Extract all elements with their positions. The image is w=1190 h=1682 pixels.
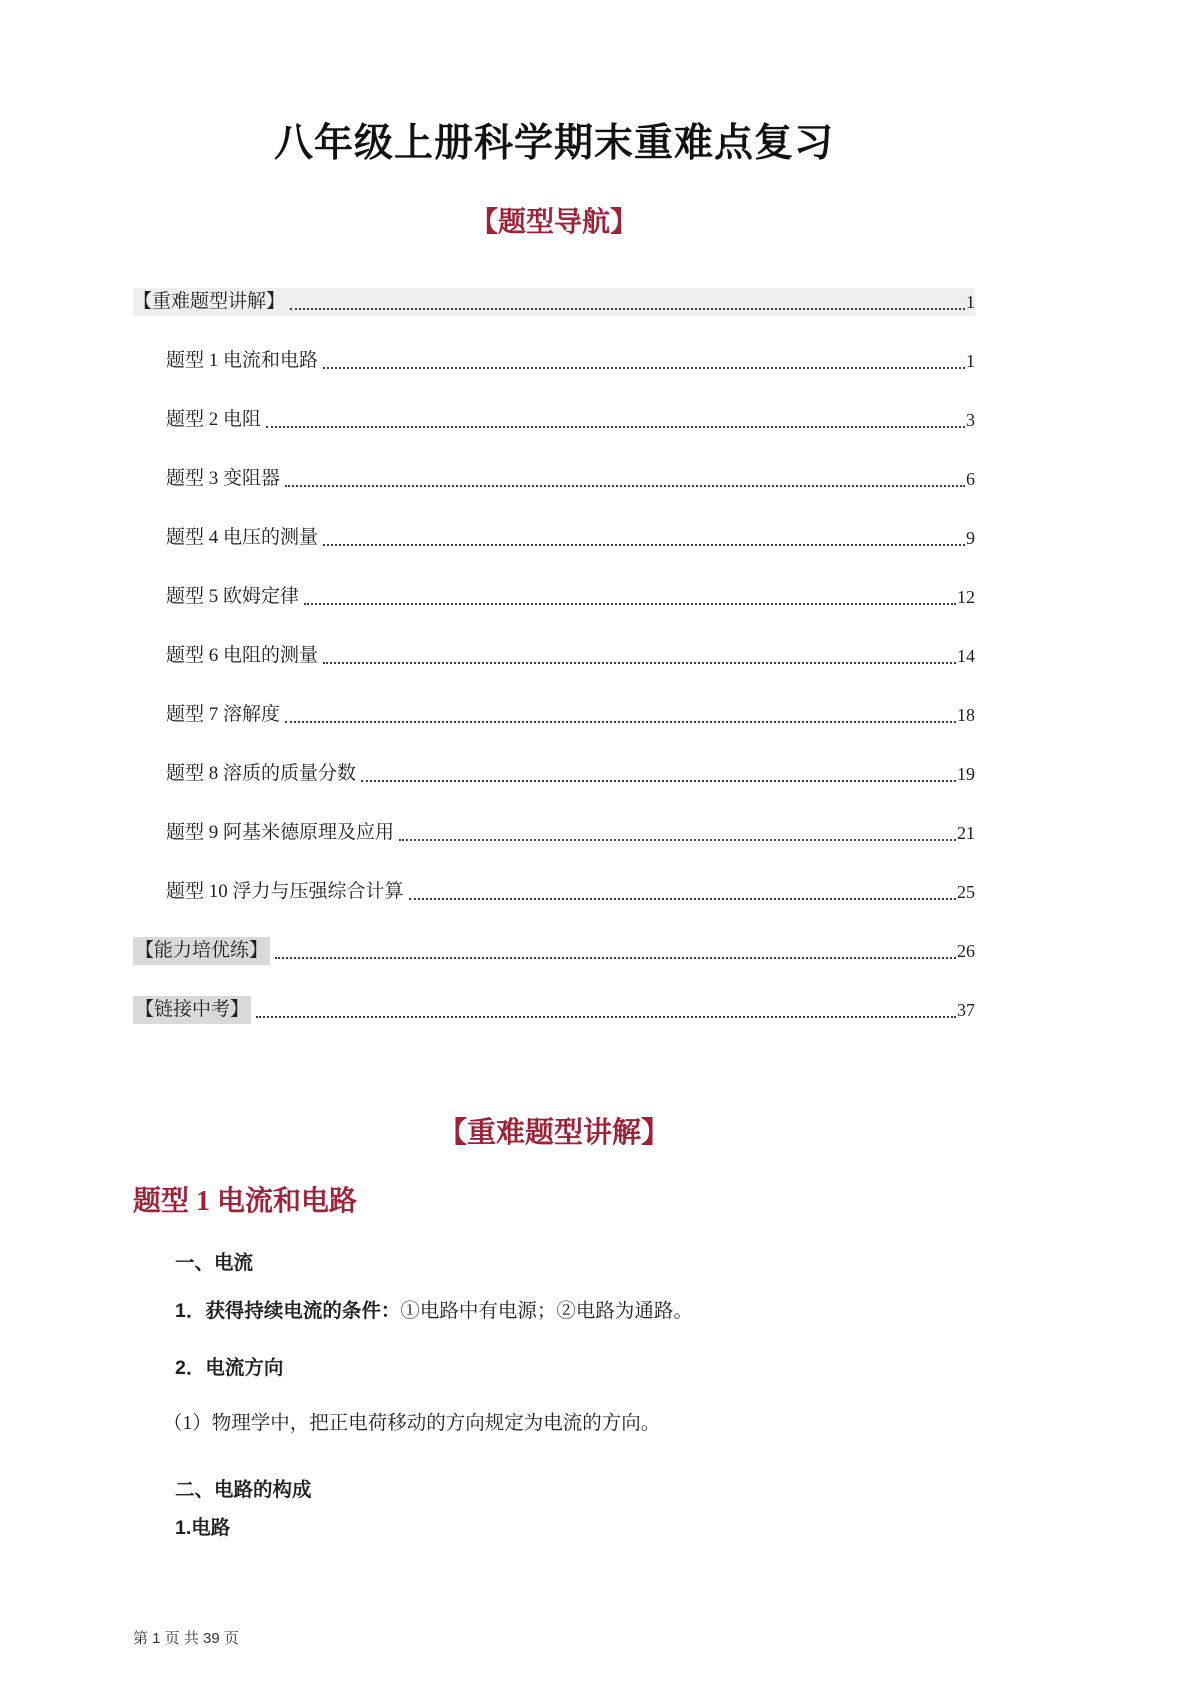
toc-dot-leader [304, 603, 956, 605]
toc-entry[interactable] [133, 760, 975, 819]
toc-entry-page: 1 [966, 351, 975, 371]
toc-entry-page: 1 [966, 292, 975, 312]
toc-entry-page: 26 [957, 941, 975, 961]
toc-entry[interactable] [133, 406, 975, 465]
toc-entry-page: 18 [957, 705, 975, 725]
topic-1-heading: 题型 1 电流和电路 [133, 1186, 358, 1217]
toc-entry-page: 37 [957, 1000, 975, 1020]
subsection-2-heading: 二、电路的构成 [175, 1479, 312, 1501]
toc-entry-page: 25 [957, 882, 975, 902]
section-heading: 【重难题型讲解】 [437, 1117, 670, 1149]
page-number-footer: 第 1 页 共 39 页 [133, 1630, 239, 1647]
toc-entry-page: 19 [957, 764, 975, 784]
toc-entry[interactable] [133, 288, 975, 347]
toc-entry[interactable] [133, 996, 975, 1055]
toc-dot-leader [399, 839, 956, 841]
toc-entry[interactable] [133, 819, 975, 878]
toc-entry-page: 21 [957, 823, 975, 843]
toc-entry-label: 【重难题型讲解】 [133, 291, 286, 312]
toc-entry[interactable] [133, 642, 975, 701]
toc-dot-leader [323, 367, 965, 369]
toc-entry-label: 题型 10 浮力与压强综合计算 [166, 881, 404, 902]
subsection-1-heading: 一、电流 [175, 1252, 254, 1274]
toc-dot-leader [409, 898, 956, 900]
point-3-heading: 1.电路 [175, 1517, 231, 1539]
toc-dot-leader [323, 544, 965, 546]
toc-dot-leader [285, 485, 965, 487]
toc-entry-label: 题型 4 电压的测量 [166, 527, 319, 548]
toc-entry-label: 题型 3 变阻器 [166, 468, 281, 489]
toc-entry-page: 3 [966, 410, 975, 430]
toc-entry-label: 题型 7 溶解度 [166, 704, 281, 725]
paragraph-1: （1）物理学中，把正电荷移动的方向规定为电流的方向。 [163, 1413, 661, 1434]
toc-dot-leader [266, 426, 965, 428]
toc-dot-leader [361, 780, 956, 782]
toc-dot-leader [275, 957, 956, 959]
toc-entry-label: 题型 6 电阻的测量 [166, 645, 319, 666]
point-1-line [175, 1297, 975, 1326]
toc-entry[interactable] [133, 937, 975, 996]
toc-entry-page: 14 [957, 646, 975, 666]
toc-heading: 【题型导航】 [469, 207, 638, 238]
toc-dot-leader [290, 308, 965, 310]
toc-entry[interactable] [133, 465, 975, 524]
toc-entry[interactable] [133, 524, 975, 583]
point-2-heading: 2．电流方向 [175, 1357, 284, 1379]
toc-entry-label: 题型 9 阿基米德原理及应用 [166, 822, 395, 843]
table-of-contents [133, 288, 975, 1055]
toc-entry[interactable] [133, 878, 975, 937]
toc-entry-label: 题型 5 欧姆定律 [166, 586, 300, 607]
point-1-label: 1．获得持续电流的条件： [175, 1300, 401, 1322]
toc-entry-label: 【链接中考】 [133, 996, 251, 1024]
toc-entry[interactable] [133, 583, 975, 642]
toc-entry-page: 12 [957, 587, 975, 607]
page-title: 八年级上册科学期末重难点复习 [273, 122, 834, 165]
toc-dot-leader [323, 662, 956, 664]
toc-entry-label: 题型 1 电流和电路 [166, 350, 319, 371]
toc-entry-label: 题型 2 电阻 [166, 409, 262, 430]
toc-entry-page: 6 [966, 469, 975, 489]
toc-dot-leader [256, 1016, 956, 1018]
point-1-text: ①电路中有电源；②电路为通路。 [400, 1301, 693, 1322]
toc-entry-label: 【能力培优练】 [133, 937, 270, 965]
toc-entry-page: 9 [966, 528, 975, 548]
toc-entry-label: 题型 8 溶质的质量分数 [166, 763, 357, 784]
toc-dot-leader [285, 721, 956, 723]
toc-entry[interactable] [133, 701, 975, 760]
toc-entry[interactable] [133, 347, 975, 406]
